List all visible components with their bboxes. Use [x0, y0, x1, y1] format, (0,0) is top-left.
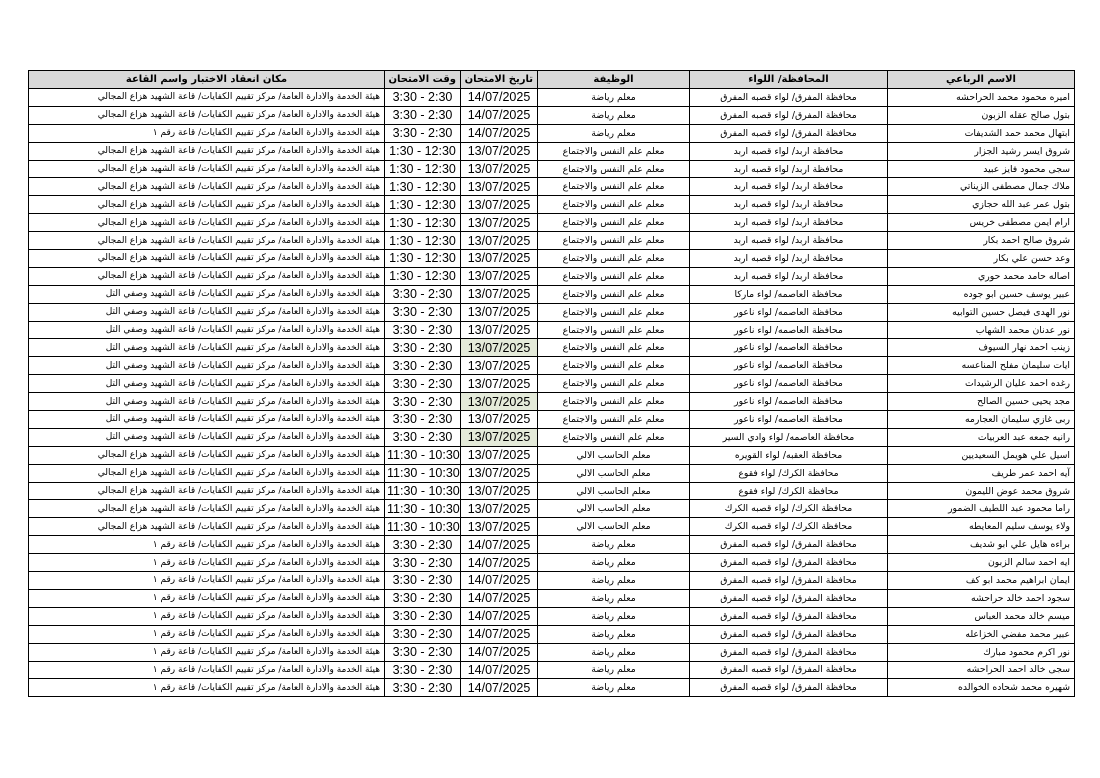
header-governorate: المحافظة/ اللواء	[690, 71, 888, 89]
header-exam-date: تاريخ الامتحان	[461, 71, 538, 89]
cell-job: معلم رياضة	[538, 679, 690, 697]
cell-job: معلم علم النفس والاجتماع	[538, 214, 690, 232]
table-row	[29, 142, 1075, 160]
cell-governorate: محافظة المفرق/ لواء قصبه المفرق	[690, 106, 888, 124]
cell-governorate: محافظة العقبه/ لواء القويره	[690, 446, 888, 464]
cell-exam-place: هيئة الخدمة والادارة العامة/ مركز تقييم الكفايات/ قاعة الشهيد هزاع المجالي	[29, 464, 385, 482]
cell-exam-time: 1:30 - 12:30	[385, 142, 461, 160]
cell-job: معلم علم النفس والاجتماع	[538, 321, 690, 339]
cell-name: آيه احمد عمر طريف	[888, 464, 1075, 482]
cell-exam-date: 13/07/2025	[461, 375, 538, 393]
cell-name: نور عدنان محمد الشهاب	[888, 321, 1075, 339]
cell-exam-time: 1:30 - 12:30	[385, 160, 461, 178]
cell-exam-time: 3:30 - 2:30	[385, 607, 461, 625]
cell-governorate: محافظة اربد/ لواء قصبه اربد	[690, 196, 888, 214]
cell-job: معلم علم النفس والاجتماع	[538, 357, 690, 375]
cell-exam-place: هيئة الخدمة والادارة العامة/ مركز تقييم الكفايات/ قاعة الشهيد هزاع المجالي	[29, 160, 385, 178]
cell-exam-place: هيئة الخدمة والادارة العامة/ مركز تقييم الكفايات/ قاعة رقم ١	[29, 625, 385, 643]
header-exam-time: وقت الامتحان	[385, 71, 461, 89]
cell-name: نور اكرم محمود مبارك	[888, 643, 1075, 661]
cell-governorate: محافظة العاصمه/ لواء ناعور	[690, 393, 888, 411]
cell-exam-place: هيئة الخدمة والادارة العامة/ مركز تقييم الكفايات/ قاعة رقم ١	[29, 554, 385, 572]
cell-job: معلم رياضة	[538, 589, 690, 607]
table-row	[29, 661, 1075, 679]
cell-governorate: محافظة العاصمه/ لواء ناعور	[690, 411, 888, 429]
cell-exam-time: 3:30 - 2:30	[385, 89, 461, 107]
cell-exam-date: 14/07/2025	[461, 124, 538, 142]
cell-governorate: محافظة المفرق/ لواء قصبه المفرق	[690, 589, 888, 607]
cell-exam-date: 13/07/2025	[461, 214, 538, 232]
cell-exam-place: هيئة الخدمة والادارة العامة/ مركز تقييم الكفايات/ قاعة الشهيد هزاع المجالي	[29, 232, 385, 250]
table-row	[29, 178, 1075, 196]
cell-name: شروق صالح احمد بكار	[888, 232, 1075, 250]
header-name: الاسم الرباعي	[888, 71, 1075, 89]
cell-exam-time: 3:30 - 2:30	[385, 339, 461, 357]
cell-exam-date: 13/07/2025	[461, 482, 538, 500]
table-row	[29, 339, 1075, 357]
cell-governorate: محافظة اربد/ لواء قصبه اربد	[690, 160, 888, 178]
table-row	[29, 303, 1075, 321]
cell-exam-date: 13/07/2025	[461, 518, 538, 536]
cell-governorate: محافظة اربد/ لواء قصبه اربد	[690, 232, 888, 250]
cell-exam-time: 1:30 - 12:30	[385, 232, 461, 250]
table-row	[29, 214, 1075, 232]
cell-exam-place: هيئة الخدمة والادارة العامة/ مركز تقييم الكفايات/ قاعة الشهيد وصفي التل	[29, 339, 385, 357]
cell-exam-place: هيئة الخدمة والادارة العامة/ مركز تقييم الكفايات/ قاعة الشهيد هزاع المجالي	[29, 446, 385, 464]
cell-governorate: محافظة اربد/ لواء قصبه اربد	[690, 250, 888, 268]
cell-exam-time: 11:30 - 10:30	[385, 464, 461, 482]
cell-exam-time: 3:30 - 2:30	[385, 303, 461, 321]
cell-job: معلم الحاسب الالي	[538, 482, 690, 500]
cell-exam-time: 3:30 - 2:30	[385, 572, 461, 590]
cell-exam-place: هيئة الخدمة والادارة العامة/ مركز تقييم الكفايات/ قاعة الشهيد وصفي التل	[29, 357, 385, 375]
table-row	[29, 500, 1075, 518]
table-row	[29, 89, 1075, 107]
cell-exam-date: 13/07/2025	[461, 411, 538, 429]
cell-exam-date: 14/07/2025	[461, 554, 538, 572]
table-row	[29, 357, 1075, 375]
cell-name: نور الهدى فيصل حسين التوابيه	[888, 303, 1075, 321]
cell-exam-place: هيئة الخدمة والادارة العامة/ مركز تقييم الكفايات/ قاعة الشهيد وصفي التل	[29, 393, 385, 411]
cell-governorate: محافظة المفرق/ لواء قصبه المفرق	[690, 572, 888, 590]
cell-exam-date: 13/07/2025	[461, 196, 538, 214]
cell-job: معلم الحاسب الالي	[538, 446, 690, 464]
cell-exam-date: 14/07/2025	[461, 607, 538, 625]
cell-exam-date: 13/07/2025	[461, 142, 538, 160]
cell-exam-time: 1:30 - 12:30	[385, 196, 461, 214]
cell-exam-time: 3:30 - 2:30	[385, 321, 461, 339]
cell-name: ارام ايمن مصطفى خريس	[888, 214, 1075, 232]
cell-name: اميره محمود محمد الحراحشه	[888, 89, 1075, 107]
cell-exam-time: 3:30 - 2:30	[385, 625, 461, 643]
cell-governorate: محافظة المفرق/ لواء قصبه المفرق	[690, 607, 888, 625]
cell-exam-time: 1:30 - 12:30	[385, 250, 461, 268]
cell-job: معلم علم النفس والاجتماع	[538, 160, 690, 178]
cell-job: معلم علم النفس والاجتماع	[538, 267, 690, 285]
cell-name: شهيره محمد شحاده الخوالده	[888, 679, 1075, 697]
table-row	[29, 232, 1075, 250]
cell-job: معلم علم النفس والاجتماع	[538, 339, 690, 357]
cell-exam-place: هيئة الخدمة والادارة العامة/ مركز تقييم الكفايات/ قاعة الشهيد هزاع المجالي	[29, 106, 385, 124]
cell-name: ايه احمد سالم الزبون	[888, 554, 1075, 572]
cell-name: عبير محمد مفضي الخزاعله	[888, 625, 1075, 643]
cell-exam-date: 13/07/2025	[461, 428, 538, 446]
cell-exam-date: 13/07/2025	[461, 285, 538, 303]
cell-exam-date: 14/07/2025	[461, 589, 538, 607]
cell-name: عبير يوسف حسين ابو جوده	[888, 285, 1075, 303]
cell-governorate: محافظة المفرق/ لواء قصبه المفرق	[690, 679, 888, 697]
cell-exam-date: 13/07/2025	[461, 232, 538, 250]
table-row	[29, 679, 1075, 697]
table-row	[29, 393, 1075, 411]
cell-exam-date: 14/07/2025	[461, 625, 538, 643]
cell-job: معلم الحاسب الالي	[538, 464, 690, 482]
table-row	[29, 375, 1075, 393]
cell-exam-place: هيئة الخدمة والادارة العامة/ مركز تقييم الكفايات/ قاعة الشهيد وصفي التل	[29, 321, 385, 339]
table-header-row	[29, 71, 1075, 89]
cell-exam-time: 11:30 - 10:30	[385, 482, 461, 500]
cell-name: ميسم خالد محمد العباس	[888, 607, 1075, 625]
cell-name: ملاك جمال مصطفى الزيناتي	[888, 178, 1075, 196]
cell-name: رغده احمد عليان الرشيدات	[888, 375, 1075, 393]
cell-exam-time: 3:30 - 2:30	[385, 285, 461, 303]
cell-governorate: محافظة المفرق/ لواء قصبه المفرق	[690, 643, 888, 661]
cell-exam-place: هيئة الخدمة والادارة العامة/ مركز تقييم الكفايات/ قاعة رقم ١	[29, 572, 385, 590]
cell-exam-time: 3:30 - 2:30	[385, 554, 461, 572]
cell-name: ايمان ابراهيم محمد ابو كف	[888, 572, 1075, 590]
cell-governorate: محافظة المفرق/ لواء قصبه المفرق	[690, 625, 888, 643]
cell-name: ربى غازي سليمان العجارمه	[888, 411, 1075, 429]
cell-exam-time: 3:30 - 2:30	[385, 589, 461, 607]
table-row	[29, 196, 1075, 214]
cell-name: شروق ايسر رشيد الجزار	[888, 142, 1075, 160]
cell-job: معلم علم النفس والاجتماع	[538, 393, 690, 411]
cell-exam-time: 1:30 - 12:30	[385, 178, 461, 196]
cell-name: سجود احمد خالد حراحشه	[888, 589, 1075, 607]
exam-schedule-table	[28, 70, 1075, 697]
cell-exam-date: 13/07/2025	[461, 303, 538, 321]
cell-name: راما محمود عبد اللطيف الضمور	[888, 500, 1075, 518]
cell-governorate: محافظة العاصمه/ لواء ناعور	[690, 357, 888, 375]
cell-governorate: محافظة المفرق/ لواء قصبه المفرق	[690, 536, 888, 554]
cell-exam-place: هيئة الخدمة والادارة العامة/ مركز تقييم الكفايات/ قاعة الشهيد هزاع المجالي	[29, 482, 385, 500]
table-row	[29, 464, 1075, 482]
cell-exam-place: هيئة الخدمة والادارة العامة/ مركز تقييم الكفايات/ قاعة رقم ١	[29, 607, 385, 625]
cell-exam-date: 14/07/2025	[461, 679, 538, 697]
cell-job: معلم علم النفس والاجتماع	[538, 285, 690, 303]
cell-job: معلم رياضة	[538, 572, 690, 590]
cell-governorate: محافظة الكرك/ لواء قصبه الكرك	[690, 518, 888, 536]
cell-job: معلم الحاسب الالي	[538, 500, 690, 518]
cell-job: معلم علم النفس والاجتماع	[538, 375, 690, 393]
exam-schedule-sheet	[28, 70, 1074, 697]
cell-name: بتول عمر عبد الله حجازي	[888, 196, 1075, 214]
cell-exam-date: 14/07/2025	[461, 536, 538, 554]
cell-exam-date: 14/07/2025	[461, 572, 538, 590]
cell-exam-date: 13/07/2025	[461, 357, 538, 375]
cell-governorate: محافظة العاصمه/ لواء وادي السير	[690, 428, 888, 446]
cell-exam-date: 14/07/2025	[461, 661, 538, 679]
cell-exam-place: هيئة الخدمة والادارة العامة/ مركز تقييم الكفايات/ قاعة رقم ١	[29, 643, 385, 661]
cell-exam-place: هيئة الخدمة والادارة العامة/ مركز تقييم الكفايات/ قاعة الشهيد وصفي التل	[29, 428, 385, 446]
cell-exam-place: هيئة الخدمة والادارة العامة/ مركز تقييم الكفايات/ قاعة الشهيد هزاع المجالي	[29, 178, 385, 196]
cell-name: اسيل علي هويمل السعيديين	[888, 446, 1075, 464]
cell-governorate: محافظة العاصمه/ لواء ماركا	[690, 285, 888, 303]
cell-name: سجى خالد احمد الحراحشه	[888, 661, 1075, 679]
table-row	[29, 267, 1075, 285]
cell-job: معلم علم النفس والاجتماع	[538, 428, 690, 446]
cell-job: معلم علم النفس والاجتماع	[538, 178, 690, 196]
cell-exam-time: 11:30 - 10:30	[385, 518, 461, 536]
cell-exam-date: 14/07/2025	[461, 643, 538, 661]
table-row	[29, 285, 1075, 303]
table-row	[29, 446, 1075, 464]
cell-job: معلم علم النفس والاجتماع	[538, 303, 690, 321]
cell-name: شروق محمد عوض الليمون	[888, 482, 1075, 500]
cell-governorate: محافظة اربد/ لواء قصبه اربد	[690, 178, 888, 196]
cell-name: ابتهال محمد حمد الشديفات	[888, 124, 1075, 142]
cell-governorate: محافظة الكرك/ لواء فقوع	[690, 482, 888, 500]
cell-name: بتول صالح عقله الزبون	[888, 106, 1075, 124]
cell-job: معلم رياضة	[538, 607, 690, 625]
cell-exam-time: 3:30 - 2:30	[385, 106, 461, 124]
cell-exam-time: 1:30 - 12:30	[385, 267, 461, 285]
cell-job: معلم علم النفس والاجتماع	[538, 411, 690, 429]
cell-exam-place: هيئة الخدمة والادارة العامة/ مركز تقييم الكفايات/ قاعة الشهيد وصفي التل	[29, 303, 385, 321]
table-row	[29, 625, 1075, 643]
cell-exam-date: 13/07/2025	[461, 250, 538, 268]
cell-exam-place: هيئة الخدمة والادارة العامة/ مركز تقييم الكفايات/ قاعة الشهيد هزاع المجالي	[29, 518, 385, 536]
cell-exam-place: هيئة الخدمة والادارة العامة/ مركز تقييم الكفايات/ قاعة الشهيد هزاع المجالي	[29, 196, 385, 214]
cell-job: معلم رياضة	[538, 643, 690, 661]
table-row	[29, 518, 1075, 536]
cell-exam-place: هيئة الخدمة والادارة العامة/ مركز تقييم الكفايات/ قاعة الشهيد هزاع المجالي	[29, 89, 385, 107]
cell-name: سجى محمود فايز عبيد	[888, 160, 1075, 178]
cell-name: زينب احمد نهار السيوف	[888, 339, 1075, 357]
cell-exam-time: 3:30 - 2:30	[385, 428, 461, 446]
cell-governorate: محافظة المفرق/ لواء قصبه المفرق	[690, 89, 888, 107]
cell-exam-date: 13/07/2025	[461, 500, 538, 518]
cell-governorate: محافظة اربد/ لواء قصبه اربد	[690, 267, 888, 285]
table-row	[29, 482, 1075, 500]
header-job: الوظيفة	[538, 71, 690, 89]
cell-exam-place: هيئة الخدمة والادارة العامة/ مركز تقييم الكفايات/ قاعة الشهيد وصفي التل	[29, 375, 385, 393]
cell-governorate: محافظة المفرق/ لواء قصبه المفرق	[690, 554, 888, 572]
cell-governorate: محافظة المفرق/ لواء قصبه المفرق	[690, 124, 888, 142]
cell-governorate: محافظة العاصمه/ لواء ناعور	[690, 321, 888, 339]
cell-name: رانيه جمعه عبد العربيات	[888, 428, 1075, 446]
cell-exam-time: 1:30 - 12:30	[385, 214, 461, 232]
cell-exam-time: 3:30 - 2:30	[385, 643, 461, 661]
table-row	[29, 124, 1075, 142]
cell-exam-date: 13/07/2025	[461, 178, 538, 196]
table-row	[29, 160, 1075, 178]
table-row	[29, 250, 1075, 268]
cell-job: معلم علم النفس والاجتماع	[538, 232, 690, 250]
cell-exam-place: هيئة الخدمة والادارة العامة/ مركز تقييم الكفايات/ قاعة الشهيد هزاع المجالي	[29, 267, 385, 285]
cell-job: معلم علم النفس والاجتماع	[538, 196, 690, 214]
cell-name: مجد يحيى حسين الصالح	[888, 393, 1075, 411]
cell-name: ايات سليمان مفلح المناعسه	[888, 357, 1075, 375]
cell-exam-place: هيئة الخدمة والادارة العامة/ مركز تقييم الكفايات/ قاعة الشهيد وصفي التل	[29, 411, 385, 429]
cell-exam-place: هيئة الخدمة والادارة العامة/ مركز تقييم الكفايات/ قاعة رقم ١	[29, 589, 385, 607]
cell-exam-time: 3:30 - 2:30	[385, 411, 461, 429]
cell-exam-date: 14/07/2025	[461, 106, 538, 124]
cell-exam-time: 3:30 - 2:30	[385, 536, 461, 554]
cell-exam-time: 11:30 - 10:30	[385, 446, 461, 464]
cell-governorate: محافظة الكرك/ لواء قصبه الكرك	[690, 500, 888, 518]
table-row	[29, 536, 1075, 554]
cell-exam-time: 3:30 - 2:30	[385, 393, 461, 411]
cell-job: معلم رياضة	[538, 536, 690, 554]
table-row	[29, 321, 1075, 339]
cell-exam-place: هيئة الخدمة والادارة العامة/ مركز تقييم الكفايات/ قاعة رقم ١	[29, 661, 385, 679]
cell-name: براءه هايل علي ابو شديف	[888, 536, 1075, 554]
cell-exam-time: 3:30 - 2:30	[385, 679, 461, 697]
table-row	[29, 607, 1075, 625]
table-row	[29, 643, 1075, 661]
cell-governorate: محافظة المفرق/ لواء قصبه المفرق	[690, 661, 888, 679]
cell-exam-place: هيئة الخدمة والادارة العامة/ مركز تقييم الكفايات/ قاعة الشهيد وصفي التل	[29, 285, 385, 303]
cell-governorate: محافظة العاصمه/ لواء ناعور	[690, 339, 888, 357]
cell-exam-place: هيئة الخدمة والادارة العامة/ مركز تقييم الكفايات/ قاعة الشهيد هزاع المجالي	[29, 500, 385, 518]
table-row	[29, 589, 1075, 607]
cell-exam-date: 13/07/2025	[461, 393, 538, 411]
cell-exam-place: هيئة الخدمة والادارة العامة/ مركز تقييم الكفايات/ قاعة رقم ١	[29, 536, 385, 554]
cell-job: معلم رياضة	[538, 554, 690, 572]
cell-name: اصاله حامد محمد حوري	[888, 267, 1075, 285]
cell-exam-date: 13/07/2025	[461, 267, 538, 285]
cell-exam-place: هيئة الخدمة والادارة العامة/ مركز تقييم الكفايات/ قاعة رقم ١	[29, 679, 385, 697]
cell-exam-time: 3:30 - 2:30	[385, 357, 461, 375]
cell-job: معلم رياضة	[538, 625, 690, 643]
table-row	[29, 428, 1075, 446]
cell-exam-place: هيئة الخدمة والادارة العامة/ مركز تقييم الكفايات/ قاعة الشهيد هزاع المجالي	[29, 250, 385, 268]
cell-exam-time: 3:30 - 2:30	[385, 661, 461, 679]
cell-exam-date: 13/07/2025	[461, 446, 538, 464]
table-row	[29, 106, 1075, 124]
cell-exam-date: 13/07/2025	[461, 339, 538, 357]
cell-job: معلم علم النفس والاجتماع	[538, 142, 690, 160]
cell-exam-date: 13/07/2025	[461, 464, 538, 482]
table-row	[29, 554, 1075, 572]
cell-exam-time: 11:30 - 10:30	[385, 500, 461, 518]
cell-job: معلم رياضة	[538, 106, 690, 124]
cell-exam-date: 13/07/2025	[461, 160, 538, 178]
table-row	[29, 572, 1075, 590]
cell-job: معلم الحاسب الالي	[538, 518, 690, 536]
cell-exam-time: 3:30 - 2:30	[385, 375, 461, 393]
cell-exam-date: 13/07/2025	[461, 321, 538, 339]
header-exam-place: مكان انعقاد الاختبار واسم القاعة	[29, 71, 385, 89]
table-body	[29, 89, 1075, 697]
cell-exam-place: هيئة الخدمة والادارة العامة/ مركز تقييم الكفايات/ قاعة الشهيد هزاع المجالي	[29, 214, 385, 232]
cell-governorate: محافظة اربد/ لواء قصبه اربد	[690, 214, 888, 232]
cell-governorate: محافظة العاصمه/ لواء ناعور	[690, 303, 888, 321]
cell-governorate: محافظة العاصمه/ لواء ناعور	[690, 375, 888, 393]
cell-job: معلم رياضة	[538, 661, 690, 679]
cell-job: معلم رياضة	[538, 89, 690, 107]
cell-exam-place: هيئة الخدمة والادارة العامة/ مركز تقييم الكفايات/ قاعة رقم ١	[29, 124, 385, 142]
cell-exam-date: 14/07/2025	[461, 89, 538, 107]
cell-name: وعد حسن علي بكار	[888, 250, 1075, 268]
cell-governorate: محافظة الكرك/ لواء فقوع	[690, 464, 888, 482]
table-row	[29, 411, 1075, 429]
cell-name: ولاء يوسف سليم المعايطه	[888, 518, 1075, 536]
cell-exam-place: هيئة الخدمة والادارة العامة/ مركز تقييم الكفايات/ قاعة الشهيد هزاع المجالي	[29, 142, 385, 160]
cell-exam-time: 3:30 - 2:30	[385, 124, 461, 142]
cell-governorate: محافظة اربد/ لواء قصبه اربد	[690, 142, 888, 160]
cell-job: معلم رياضة	[538, 124, 690, 142]
cell-job: معلم علم النفس والاجتماع	[538, 250, 690, 268]
